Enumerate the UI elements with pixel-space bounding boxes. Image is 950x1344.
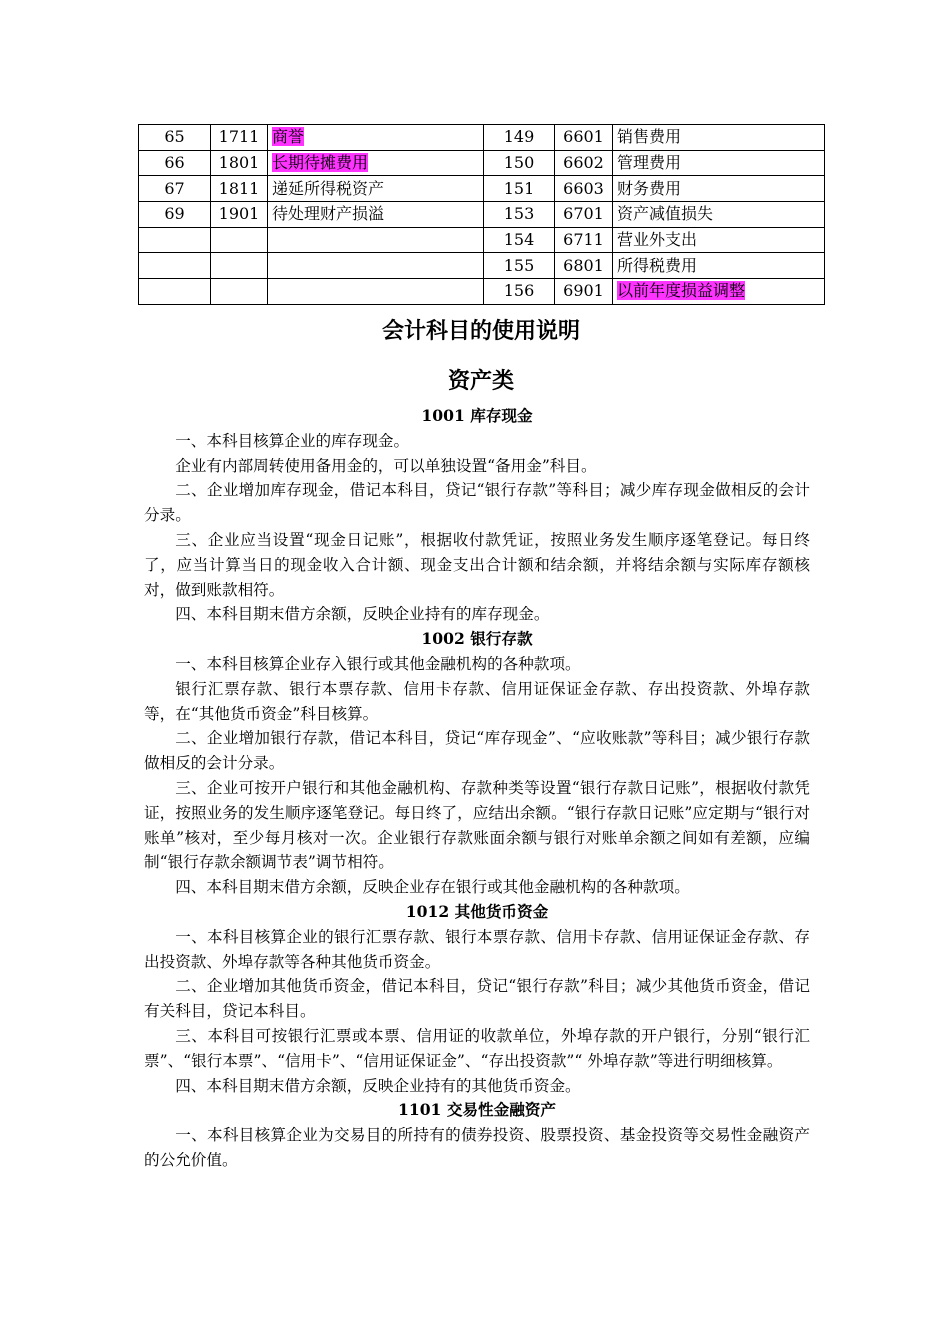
account-code-cell [211,227,268,253]
row-number-cell: 67 [139,176,211,202]
body-paragraph: 二、企业增加其他货币资金，借记本科目，贷记“银行存款”科目；减少其他货币资金，借记有关科目，贷记本科目。 [144,977,810,1021]
account-name-cell [613,202,825,228]
account-name: 以前年度损益调整 [617,281,746,301]
account-code-cell: 6901 [555,279,613,305]
accounts-table-body [139,125,825,305]
body-paragraph: 一、本科目核算企业的银行汇票存款、银行本票存款、信用卡存款、信用证保证金存款、存出投资款、外埠存款等各种其他货币资金。 [144,927,810,971]
account-code-cell: 1801 [211,150,268,176]
row-number-cell: 65 [139,125,211,151]
row-number-cell [139,253,211,279]
account-name-cell [268,227,484,253]
table-row [139,253,825,279]
account-name: 商誉 [272,127,305,147]
row-number-cell: 153 [484,202,555,228]
account-name-cell [268,176,484,202]
account-code-cell: 6602 [555,150,613,176]
body-paragraph: 企业有内部周转使用备用金的，可以单独设置“备用金”科目。 [175,456,597,475]
account-name-cell [613,125,825,151]
document-body [144,404,810,1173]
account-code-cell: 1811 [211,176,268,202]
account-name-cell [613,227,825,253]
body-paragraph: 三、企业应当设置“现金日记账”，根据收付款凭证，按照业务发生顺序逐笔登记。每日终了，应当计算当日的现金收入合计额、现金支出合计额和结余额，并将结余额与实际库存额核对，做到账款相符。 [144,530,810,599]
row-number-cell: 156 [484,279,555,305]
account-code-cell: 6603 [555,176,613,202]
row-number-cell: 66 [139,150,211,176]
account-name: 销售费用 [617,127,682,147]
account-code-cell [211,279,268,305]
body-paragraph: 银行汇票存款、银行本票存款、信用卡存款、信用证保证金存款、存出投资款、外埠存款等，在“其他货币资金”科目核算。 [144,679,810,723]
account-name-cell [268,279,484,305]
account-name: 长期待摊费用 [272,153,369,173]
row-number-cell: 155 [484,253,555,279]
account-code-cell: 6801 [555,253,613,279]
body-paragraph: 四、本科目期末借方余额，反映企业持有的其他货币资金。 [175,1076,581,1095]
account-name-cell [613,150,825,176]
account-name-cell [613,176,825,202]
account-name: 管理费用 [617,153,682,173]
body-paragraph: 一、本科目核算企业的库存现金。 [175,431,410,450]
row-number-cell: 154 [484,227,555,253]
account-code-cell [211,253,268,279]
body-paragraph: 一、本科目核算企业存入银行或其他金融机构的各种款项。 [175,654,581,673]
body-paragraph: 三、本科目可按银行汇票或本票、信用证的收款单位，外埠存款的开户银行，分别“银行汇票”、“银行本票”、“信用卡”、“信用证保证金”、“存出投资款”“ 外埠存款”等进行明细核算。 [144,1026,810,1070]
accounts-table [138,124,825,305]
account-code-cell: 6701 [555,202,613,228]
account-heading: 1101 交易性金融资产 [398,1100,556,1120]
account-code-cell: 1901 [211,202,268,228]
account-name: 递延所得税资产 [272,178,385,198]
table-row [139,227,825,253]
row-number-cell: 151 [484,176,555,202]
body-paragraph: 二、企业增加库存现金，借记本科目，贷记“银行存款”等科目；减少库存现金做相反的会计分录。 [144,481,810,525]
row-number-cell: 150 [484,150,555,176]
account-name-cell [268,202,484,228]
row-number-cell: 149 [484,125,555,151]
account-name: 营业外支出 [617,230,698,250]
body-paragraph: 三、企业可按开户银行和其他金融机构、存款种类等设置“银行存款日记账”，根据收付款凭证，按照业务的发生顺序逐笔登记。每日终了，应结出余额。“银行存款日记账”应定期与“银行对账单”核对，至少每月核对一次。企业银行存款账面余额与银行对账单余额之间如有差额，应编制“银行存款余额调节表”调节相符。 [144,778,810,872]
table-row [139,202,825,228]
table-row [139,125,825,151]
account-name: 待处理财产损溢 [272,204,385,224]
account-name: 所得税费用 [617,255,698,275]
account-heading: 1012 其他货币资金 [405,901,549,921]
account-code-cell: 6601 [555,125,613,151]
account-heading: 1001 库存现金 [421,406,533,425]
account-name: 财务费用 [617,178,682,198]
account-name-cell [613,279,825,305]
row-number-cell: 69 [139,202,211,228]
account-heading: 1002 银行存款 [421,629,533,649]
account-name: 资产减值损失 [617,204,714,224]
row-number-cell [139,279,211,305]
section-title: 资产类 [447,369,514,394]
account-name-cell [268,150,484,176]
body-paragraph: 一、本科目核算企业为交易目的所持有的债券投资、股票投资、基金投资等交易性金融资产的公允价值。 [144,1126,810,1169]
account-name-cell [613,253,825,279]
account-code-cell: 6711 [555,227,613,253]
row-number-cell [139,227,211,253]
body-paragraph: 四、本科目期末借方余额，反映企业存在银行或其他金融机构的各种款项。 [175,878,690,897]
body-paragraph: 四、本科目期末借方余额，反映企业持有的库存现金。 [175,605,550,624]
account-name-cell [268,125,484,151]
table-row [139,176,825,202]
document-title: 会计科目的使用说明 [381,319,580,344]
body-paragraph: 二、企业增加银行存款，借记本科目，贷记“库存现金”、“应收账款”等科目；减少银行存款做相反的会计分录。 [144,729,810,773]
account-code-cell: 1711 [211,125,268,151]
account-name-cell [268,253,484,279]
table-row [139,150,825,176]
table-row [139,279,825,305]
